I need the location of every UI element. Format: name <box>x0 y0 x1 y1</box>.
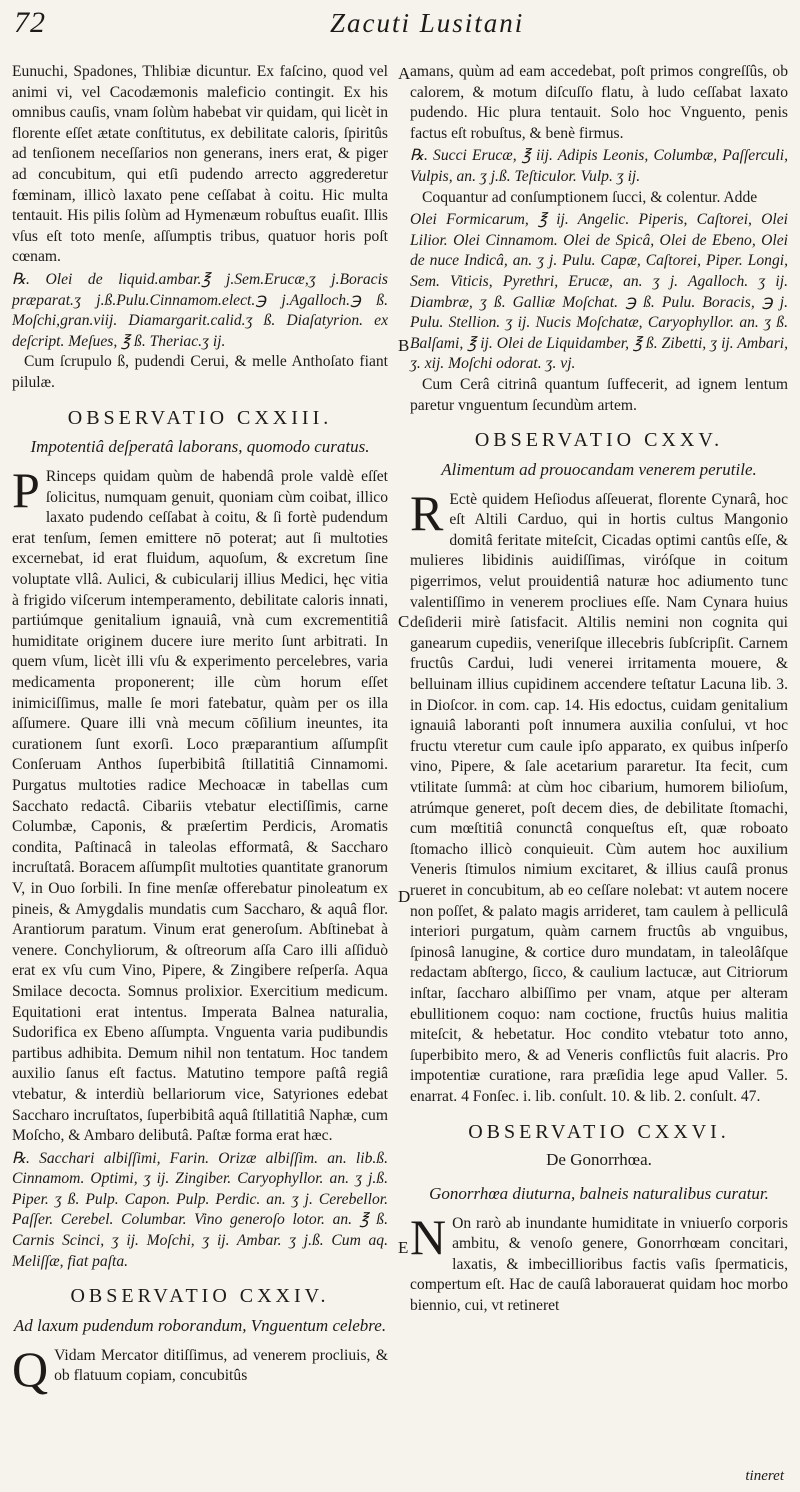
observation-124-body <box>12 1340 388 1397</box>
observation-125-title: OBSERVATIO CXXV. <box>474 429 724 452</box>
observation-123-subtitle: Impotentiâ deſperatâ laborans, quomodo curatus. <box>30 437 370 457</box>
observation-124-text: Vidam Mercator ditiſſimus, ad venerem procliuis, & ob flatuum copiam, concubitûs <box>54 1346 388 1385</box>
dropcap-p: P <box>12 462 40 519</box>
observation-126-title: OBSERVATIO CXXVI. <box>468 1120 730 1143</box>
observation-124-subtitle: Ad laxum pudendum roborandum, Vnguentum celebre. <box>13 1315 387 1335</box>
recipe-pills-instruction: Cum ſcrupulo ß, pudendi Cerui, & melle Anthoſato fiant pilulæ. <box>12 353 388 391</box>
observation-126-text: On rarò ab inundante humiditate in vniuerſo corporis ambitu, & venoſo genere, Gonorrhœam concitari, laxatis, & imbecillioribus factis vaſis ſpermaticis, compertum eſt. Hac de cauſâ laborauerat quidam hoc morbo biennio, cui, vt retineret <box>410 1214 788 1315</box>
observation-125-subtitle: Alimentum ad prouocandam venerem perutile. <box>441 459 757 479</box>
observation-124-title: OBSERVATIO CXXIV. <box>70 1285 330 1308</box>
observation-126-body <box>410 1208 788 1317</box>
catchword: tineret <box>745 1468 784 1484</box>
margin-letter-b: B <box>398 336 410 355</box>
recipe-unguent-additions: Olei Formicarum, ℥ ij. Angelic. Piperis, Caſtorei, Olei Lilior. Olei Cinnamom. Olei de Spicâ, Olei de Ebeno, Olei de nuce Indicâ, an. ʒ j. Pulu. Capæ, Caſtorei, Piper. Longi, Sem. Viticis, Pyrethri, Erucæ, an. ʒ j. Agalloch. ʒ ij. Diambræ, ʒ ß. Galliæ Moſchat. ℈ ß. Pulu. Boracis, ℈ j. Pulu. Stellion. ʒ ij. Nucis Moſchatæ, Caryophyllor. an. ʒ ß. Balſami, ℥ ij. Olei de Liquidamber, ℥ ß. Zibetti, ʒ ij. Ambari, ʒ. xij. Moſchi odorat. ʒ. vj. <box>410 211 788 373</box>
intro-paragraph: Eunuchi, Spadones, Thlibiæ dicuntur. Ex faſcino, quod vel animi vi, vel Cacodæmonis maleficio contingit. Ex his omnibus cauſis, vnam ſolùm habebat vir quidam, qui licèt in florente eſſet ætate conſtitutus, ex debilitate caloris, ſpiritûs ad tenſionem neceſſarios non generans, iners erat, & piger ad concubitum, qui etſi pudendo arrecto aggrederetur fœminam, illicò laxato pene ceſſabat à coitu. Hic multa tentauit. His pilis ſolùm ad Hymenæum robuſtus euaſit. Illis vſus eſt toto menſe, aſſumptis tribus, quatuor horis poſt cœnam. <box>12 63 388 266</box>
margin-letter-e: E <box>398 1238 409 1257</box>
observation-123-title: OBSERVATIO CXXIII. <box>67 406 333 429</box>
observation-125-body <box>410 484 788 1108</box>
recipe-pills: ℞. Olei de liquid.ambar.℥ j.Sem.Erucæ,ʒ j.Boracis præparat.ʒ j.ß.Pulu.Cinnamom.elect.℈ j.Agalloch.℈ ß. Moſchi,gran.viij. Diamargarit.calid.ʒ ß. Diaſatyrion. ex deſcript. Meſues, ℥ ß. Theriac.ʒ ij. <box>12 270 388 350</box>
observation-123-body <box>12 462 388 1147</box>
observation-123-text: Rinceps quidam quùm de habendâ prole valdè eſſet ſolicitus, numquam genuit, quoniam cùm coibat, illico laxato pudendo ceſſabat à coitu, & ſi fortè pudendum erat tenſum, ſemen emittere nō poterat; aut ſi multoties excernebat, id erat fluidum, aquoſum, & excretum ſine voluptate vllâ. Aulici, & cubicularij illius Medici, hęc vitia à frigido viſcerum intemperamento, debilitate caloris innati, partiúmque genitalium ignauiâ, vnà cum excrementitiâ humiditate originem ducere iure merito ſunt arbitrati. In quem vſum, licèt illi vſu & experimento percelebres, varia medicamenta proponerent; ille cùm horum eſſet inimiciſſimus, malle ſe mori fatebatur, quàm per os illa aſſumere. Quare illi vnà mecum cōſilium ineuntes, ita curationem ſunt exorſi. Loco præparantium aſſumpſit Conſeruam Anthos ſuperbibitâ ſtillatitiâ Cinnamomi. Purgatus multoties radice Mechoacæ in tabellas cum Sacchato redactâ. Cibariis vtebatur electiſſimis, carne Columbæ, Caponis, & præſertim Perdicis, Aromatis condita, Paſtinacâ in taleolas efformatâ, & Saccharo incruſtatâ. Boracem aſſumpſit multoties quantitate granorum V, in Ouo ſorbili. In fine menſæ offerebatur pinoleatum ex pineis, & Amygdalis mundatis cum Saccharo, & aquâ flor. Arantiorum paratum. Vinum erat generoſum. Abſtinebat à venere. Conchyliorum, & oſtreorum aſſa Caro illi aſſiduò erat ex vſu cum Vino, Pipere, & Zingibere reſperſa. Aqua Smilace decocta. Somnus prolixior. Exercitium medicum. Equitationi erat intentus. Imperata Balnea naturalia, Sudorifica ex Ebeno aſſumpta. Vnguenta varia pudibundis partibus adhibita. Demum nihil non tentatum. Hoc tandem auxilio ſanus eſt factus. Matutino tempore paſtâ regiâ vtebatur, & interdiù bellariorum vice, Satyriones edebat Saccharo incruſtatos, ſuperbibitâ aquâ ſtillatitiâ Naphæ, cum Moſcho, & Ambaro delibutâ. Paſtæ forma erat hæc. <box>12 468 388 1145</box>
recipe-unguent-end: Cum Cerâ citrinâ quantum ſuffecerit, ad ignem lentum paretur vnguentum ſecundùm artem. <box>410 375 788 414</box>
recipe-unguent-base: ℞. Succi Erucæ, ℥ iij. Adipis Leonis, Columbæ, Paſſerculi, Vulpis, an. ʒ j.ß. Teſticulor. Vulp. ʒ ij. <box>410 147 788 185</box>
observation-125-text: Ectè quidem Heſiodus aſſeuerat, florente Cynarâ, hoc eſt Altili Carduo, qui in hortis cultus Mangonio domitâ feritate miteſcit, Cicadas optimi cantûs eſſe, & mulieres libidinis auidiſſimas, viróſque in coitum pigerrimos, velut prouidentiâ naturæ hoc adiumento tunc valentiſſimo in venerem procliues eſſe. Nam Cynara huius deſiderii mirè ſatisfacit. Altilis nemini non cognita qui ganearum cupediis, veneriſque illecebris ſubſcripſit. Carnem fructûs Cardui, ludi venerei irritamenta mouere, & belluinam illius cupidinem accendere teſtatur Lacuna lib. 3. in Dioſcor. in com. cap. 14. His edoctus, cuidam genitalium ignauiâ laboranti poſt innumera auxilia conſului, vt hoc fructu vteretur cum caule ipſo apparato, ex quibus inſperſo vino, Pipere, & ſale acetarium pararetur. Ita fecit, cum vtilitate ſummâ: at cùm hoc cibarium, humorem bilioſum, atrúmque generet, poſt decem dies, de debilitate ſtomachi, cum mœſtitiâ conunctâ conqueſtus eſt, quæ roboato ſtomacho illicò conquieuit. Cùm autem hoc auxilium Veneris ſtimulos nimium excitaret, & illius cauſâ pronus rueret in concubitum, ab eo ceſſare nolebat: vt autem nocere non poſſet, & palato magis arrideret, tam caulem à pelliculâ interiori purgatum, quàm carnem fructûs ab vnguibus, ſpinosâ lanugine, & cortice duro mundatam, in taleolâſque redactam abſtergo, ſicco, & caulium lactucæ, aut Citriorum inſtar, ſaccharo albiſſimo per vnam, atque per alteram ebullitionem coquo: nam coctione, fructûs huius malitia miteſcit, & hebetatur. Hoc condito vtebatur toto anno, ſuperbibito mero, & ad Veneris conflictûs fuit alacris. Pro impotentiæ curatione, rara præſidia lege apud Valler. 5. enarrat. 4 Fonſec. i. lib. conſult. 10. & lib. 2. conſult. 47. <box>410 490 788 1105</box>
recipe-paste: ℞. Sacchari albiſſimi, Farin. Orizæ albiſſim. an. lib.ß. Cinnamom. Optimi, ʒ ij. Zingiber. Caryophyllor. an. ʒ j.ß. Piper. ʒ ß. Pulp. Capon. Pulp. Perdic. an. ʒ j. Cerebellor. Paſſer. Cerebel. Columbar. Vino generoſo lotor. an. ℥ ß. Carnis Scinci, ʒ ij. Moſchi, ʒ ij. Ambar. ʒ j.ß. Cum aq. Meliſſæ, fiat paſta. <box>12 1149 388 1270</box>
margin-letter-d: D <box>398 887 411 906</box>
running-head <box>0 6 800 40</box>
right-column <box>410 62 788 1317</box>
left-column <box>12 62 388 1397</box>
page-number: 72 <box>14 6 46 39</box>
dropcap-r: R <box>410 484 444 541</box>
observation-126-heading: De Gonorrhœa. <box>546 1150 652 1170</box>
running-title: Zacuti Lusitani <box>330 8 525 38</box>
dropcap-n: N <box>410 1208 447 1265</box>
dropcap-q: Q <box>12 1340 49 1397</box>
margin-letter-a: A <box>398 64 411 83</box>
observation-124-continuation: amans, quùm ad eam accedebat, poſt primos congreſſûs, ob calorem, & motum diſcuſſo flatu, à ludo ceſſabat laxato pudendo. Hic plura tentauit. Solo hoc Vnguento, penis factus eſt robuſtus, & benè firmus. <box>410 63 788 142</box>
observation-126-subtitle: Gonorrhœa diuturna, balneis naturalibus curatur. <box>429 1183 769 1203</box>
margin-letter-c: C <box>398 612 410 631</box>
recipe-unguent-instruction: Coquantur ad conſumptionem ſucci, & colentur. Adde <box>422 188 758 206</box>
